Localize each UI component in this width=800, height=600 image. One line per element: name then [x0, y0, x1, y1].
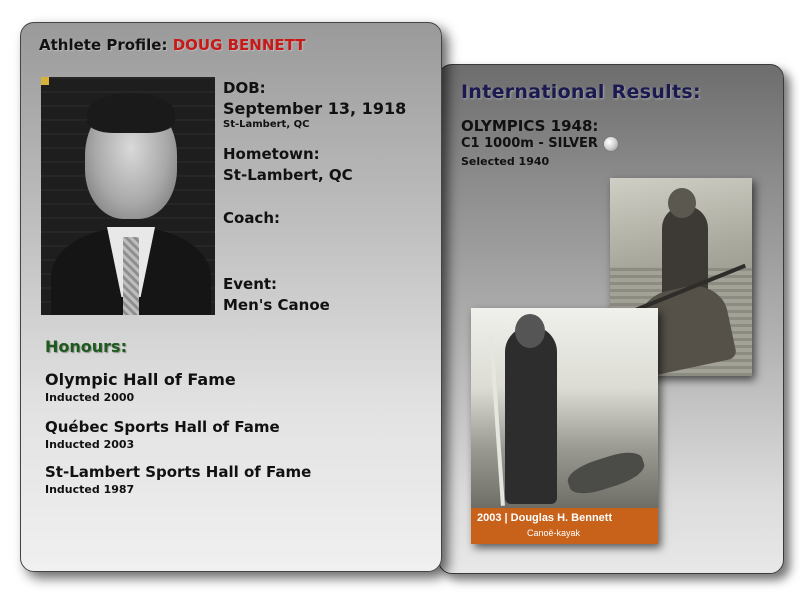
- honour-year: Inducted 2000: [45, 391, 135, 404]
- result-line: [461, 136, 618, 151]
- commemorative-stamp-photo: [471, 308, 658, 544]
- olympics-heading: OLYMPICS 1948:: [461, 117, 599, 135]
- event-label: Event:: [223, 275, 278, 293]
- portrait-tie: [123, 237, 139, 315]
- hometown-label: Hometown:: [223, 145, 320, 163]
- dob-label: DOB:: [223, 79, 266, 97]
- stamp-athlete: [505, 326, 557, 504]
- portrait-hair: [87, 93, 175, 133]
- stamp-athlete-head: [515, 314, 545, 348]
- hometown-value: St-Lambert, QC: [223, 166, 353, 184]
- honours-heading: Honours:: [45, 337, 127, 356]
- honour-name: St-Lambert Sports Hall of Fame: [45, 463, 312, 481]
- portrait-corner-mark: [41, 77, 49, 85]
- dob-place: St-Lambert, QC: [223, 119, 310, 130]
- athlete-portrait: [41, 77, 215, 315]
- honour-name: Olympic Hall of Fame: [45, 370, 236, 389]
- silver-medal-icon: [604, 137, 618, 151]
- profile-title-prefix: Athlete Profile:: [39, 36, 168, 54]
- honour-name: Québec Sports Hall of Fame: [45, 418, 280, 436]
- honour-year: Inducted 2003: [45, 438, 135, 451]
- athlete-name: DOUG BENNETT: [172, 36, 306, 54]
- stamp-caption-bar: [471, 508, 658, 544]
- profile-panel: [20, 22, 442, 572]
- dob-value: September 13, 1918: [223, 99, 407, 118]
- stamp-caption-name: 2003 | Douglas H. Bennett: [477, 512, 613, 524]
- selected-year: Selected 1940: [461, 155, 550, 168]
- stamp-caption-sport: Canoë-kayak: [527, 528, 581, 538]
- stamp-paddle: [489, 336, 505, 506]
- result-text: C1 1000m - SILVER: [461, 136, 598, 151]
- stamp-boat: [564, 447, 647, 500]
- photo-paddler-head: [668, 188, 696, 218]
- honour-year: Inducted 1987: [45, 483, 135, 496]
- profile-title: [39, 36, 305, 54]
- stamp-scene: [471, 308, 658, 508]
- coach-label: Coach:: [223, 209, 281, 227]
- results-title: International Results:: [461, 81, 701, 103]
- event-value: Men's Canoe: [223, 296, 330, 314]
